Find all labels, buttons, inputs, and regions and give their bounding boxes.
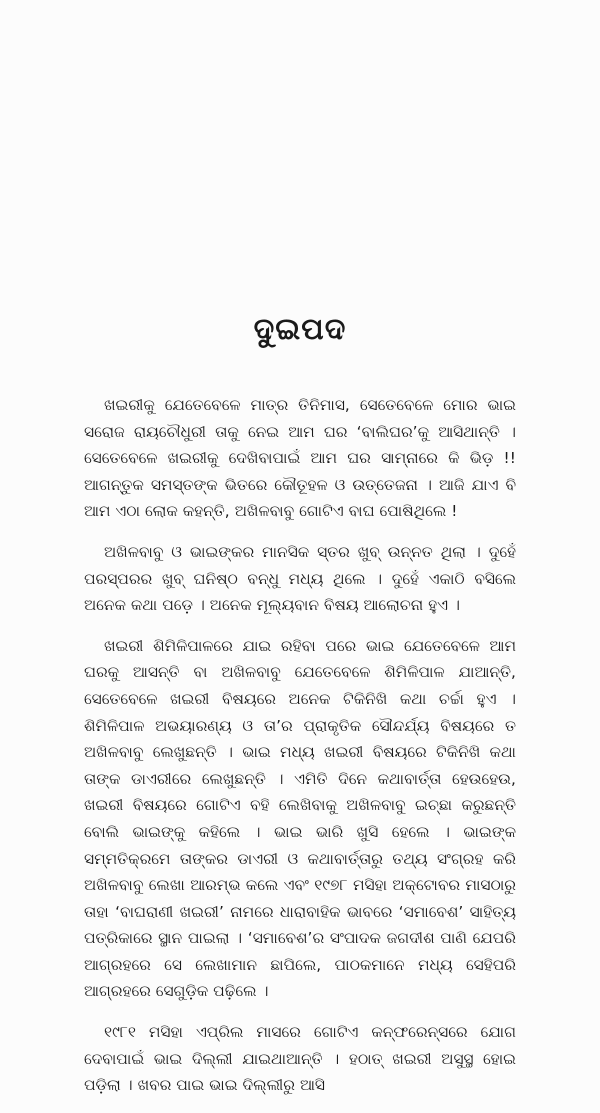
paragraph-4: ୧୯୮୧ ମସିହା ଏପ୍ରିଲ ମାସରେ ଗୋଟିଏ କନ୍‌ଫରେନ୍ସରେ ଯୋଗ ଦେବାପାଇଁ ଭାଇ ଦିଲ୍ଲୀ ଯାଇଥାଆନ୍ତି । ହଠାତ୍ ଖଇରୀ ଅସୁସ୍ଥ ହୋଇ ପଡ଼ିଲା । ଖବର ପାଇ ଭାଇ ଦିଲ୍ଲୀରୁ ଆସି xyxy=(84,1023,516,1095)
paragraph-3: ଖଇରୀ ଶିମିଳିପାଳରେ ଯାଇ ରହିବା ପରେ ଭାଇ ଯେତେବେଳେ ଆମ ଘରକୁ ଆସନ୍ତି ବା ଅଖିଳବାବୁ ଯେତେବେଳେ ଶିମିଳିପାଳ ଯାଆନ୍ତି, ସେତେବେଳେ ଖଇରୀ ବିଷୟରେ ଅନେକ ଟିକିନିଖି କଥା ଚର୍ଚ୍ଚା ହୁଏ । ଶିମିଳିପାଳ ଅଭୟାରଣ୍ୟ ଓ ତା’ର ପ୍ରାକୃତିକ ସୌନ୍ଦର୍ଯ୍ୟ ବିଷୟରେ ତ ଅଖିଳବାବୁ ଲେଖୁଛନ୍ତି । ଭାଇ ମଧ୍ୟ ଖଇରୀ ବିଷୟରେ ଟିକିନିଖି କଥା ତାଙ୍କ ଡାଏରୀରେ ଲେଖୁଛନ୍ତି । ଏମିତି ଦିନେ କଥାବାର୍ତ୍ତା ହେଉହେଉ, ଖଇରୀ ବିଷୟରେ ଗୋଟିଏ ବହି ଲେଖିବାକୁ ଅଖିଳବାବୁ ଇଚ୍ଛା କରୁଛନ୍ତି ବୋଲି ଭାଇଙ୍କୁ କହିଲେ । ଭାଇ ଭାରି ଖୁସି ହେଲେ । ଭାଇଙ୍କ ସମ୍ମତିକ୍ରମେ ତାଙ୍କର ଡାଏରୀ ଓ କଥାବାର୍ତ୍ତାରୁ ତଥ୍ୟ ସଂଗ୍ରହ କରି ଅଖିଳବାବୁ ଲେଖା ଆରମ୍ଭ କଲେ ଏବଂ ୧୯୭୮ ମସିହା ଅକ୍ଟୋବର ମାସଠାରୁ ତାହା ‘ବାଘରାଣୀ ଖଇରୀ’ ନାମରେ ଧାରାବାହିକ ଭାବରେ ‘ସମାବେଶ’ ସାହିତ୍ୟ ପତ୍ରିକାରେ ସ୍ଥାନ ପାଇଲା । ‘ସମାବେଶ’ର ସଂପାଦକ ଜଗଦୀଶ ପାଣି ଯେପରି ଆଗ୍ରହରେ ସେ ଲେଖାମାନ ଛାପିଲେ, ପାଠକମାନେ ମଧ୍ୟ ସେହିପରି ଆଗ୍ରହରେ ସେଗୁଡ଼ିକ ପଢ଼ିଲେ । xyxy=(84,636,516,1001)
page-title: ଦୁଇପଦ xyxy=(253,312,347,347)
paragraph-2: ଅଖିଳବାବୁ ଓ ଭାଇଙ୍କର ମାନସିକ ସ୍ତର ଖୁବ୍ ଉନ୍ନତ ଥିଲା । ଦୁହେଁ ପରସ୍ପରର ଖୁବ୍ ଘନିଷ୍ଠ ବନ୍ଧୁ ମଧ୍ୟ ଥିଲେ । ଦୁହେଁ ଏକାଠି ବସିଲେ ଅନେକ କଥା ପଡ଼େ । ଅନେକ ମୂଲ୍ୟବାନ ବିଷୟ ଆଲୋଚନା ହୁଏ । xyxy=(84,542,516,615)
paragraph-1: ଖଇରୀକୁ ଯେତେବେଳେ ମାତ୍ର ତିନିମାସ, ସେତେବେଳେ ମୋର ଭାଇ ସରୋଜ ରାୟଚୌଧୁରୀ ତାକୁ ନେଇ ଆମ ଘର ‘ବାଲିଘର’କୁ ଆସିଥାନ୍ତି । ସେତେବେଳେ ଖଇରୀକୁ ଦେଖିବାପାଇଁ ଆମ ଘର ସାମ୍ନାରେ କି ଭିଡ଼ !! ଆଗନ୍ତୁକ ସମସ୍ତଙ୍କ ଭିତରେ କୌତୂହଳ ଓ ଉତ୍ତେଜନା । ଆଜି ଯାଏ ବି ଆମ ଏଠା ଲୋକ କହନ୍ତି, ଅଖିଳବାବୁ ଗୋଟିଏ ବାଘ ପୋଷିଥିଲେ ! xyxy=(84,396,516,521)
body-text xyxy=(84,392,516,1113)
